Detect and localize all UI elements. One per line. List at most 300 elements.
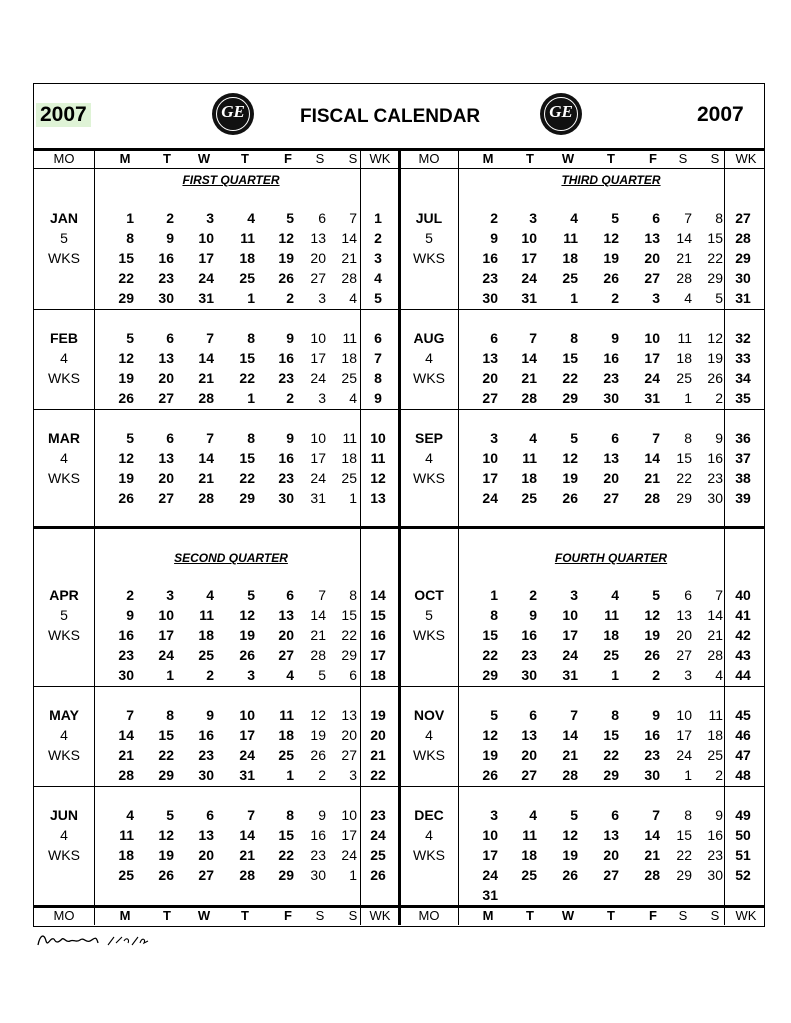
day-cell: 2 (611, 290, 619, 306)
month-label (399, 805, 459, 865)
day-cell: 19 (118, 370, 134, 386)
day-cell: 29 (676, 490, 692, 506)
day-cell: 8 (570, 330, 578, 346)
week-number: 37 (735, 450, 751, 466)
day-cell: 12 (118, 450, 134, 466)
day-cell: 3 (652, 290, 660, 306)
day-cell: 11 (279, 707, 294, 723)
day-cell: 15 (341, 607, 357, 623)
day-cell: 18 (118, 847, 134, 863)
day-cell: 26 (118, 490, 134, 506)
day-cell: 17 (521, 250, 537, 266)
week-number: 2 (374, 230, 382, 246)
day-cell: 2 (652, 667, 660, 683)
day-cell: 30 (707, 867, 723, 883)
day-cell: 28 (644, 867, 660, 883)
day-cell: 9 (206, 707, 214, 723)
column-header-day: S (315, 908, 325, 923)
column-header-day: W (197, 151, 211, 166)
month-name: APR (49, 587, 79, 603)
day-cell: 5 (166, 807, 174, 823)
day-cell: 25 (707, 747, 723, 763)
day-cell: 12 (562, 827, 578, 843)
week-number: 13 (370, 490, 386, 506)
day-cell: 1 (570, 290, 578, 306)
column-header-day: S (315, 151, 325, 166)
day-cell: 6 (318, 210, 326, 226)
day-cell: 21 (521, 370, 537, 386)
column-header-day: S (678, 908, 688, 923)
week-number: 34 (735, 370, 751, 386)
day-cell: 18 (198, 627, 214, 643)
ge-logo-icon: GE (540, 93, 582, 135)
day-cell: 11 (342, 330, 357, 346)
week-number: 20 (370, 727, 386, 743)
day-cell: 4 (684, 290, 692, 306)
day-cell: 16 (707, 450, 723, 466)
day-cell: 28 (310, 647, 326, 663)
day-cell: 23 (603, 370, 619, 386)
week-number: 11 (370, 450, 386, 466)
day-cell: 10 (482, 827, 498, 843)
day-cell: 24 (644, 370, 660, 386)
day-cell: 8 (715, 210, 723, 226)
day-cell: 18 (562, 250, 578, 266)
day-cell: 20 (676, 627, 692, 643)
month-unit: WKS (48, 627, 80, 643)
column-header-day: T (241, 908, 249, 923)
page-title: FISCAL CALENDAR (300, 106, 481, 127)
day-cell: 16 (603, 350, 619, 366)
day-cell: 13 (603, 827, 619, 843)
signature-mark (36, 931, 176, 951)
day-cell: 20 (482, 370, 498, 386)
day-cell: 5 (570, 430, 578, 446)
day-cell: 11 (708, 707, 723, 723)
column-header-wk: WK (735, 151, 757, 166)
day-cell: 16 (707, 827, 723, 843)
day-cell: 19 (562, 470, 578, 486)
column-header-wk: WK (735, 908, 757, 923)
day-cell: 25 (521, 490, 537, 506)
quarter-label-fourth: FOURTH QUARTER (554, 551, 668, 565)
day-cell: 5 (286, 210, 294, 226)
day-cell: 9 (490, 230, 498, 246)
day-cell: 17 (310, 350, 326, 366)
day-cell: 25 (341, 470, 357, 486)
day-cell: 10 (198, 230, 214, 246)
day-cell: 19 (603, 250, 619, 266)
day-cell: 21 (310, 627, 326, 643)
day-cell: 15 (278, 827, 294, 843)
month-name: MAR (48, 430, 80, 446)
column-rule (360, 148, 361, 925)
month-count: 4 (425, 727, 433, 743)
day-cell: 15 (676, 450, 692, 466)
day-cell: 1 (247, 290, 255, 306)
day-cell: 26 (158, 867, 174, 883)
day-cell: 2 (206, 667, 214, 683)
day-cell: 16 (521, 627, 537, 643)
day-cell: 8 (126, 230, 134, 246)
column-header-day: M (482, 151, 494, 166)
week-number: 17 (370, 647, 386, 663)
column-header-day: S (710, 151, 720, 166)
day-cell: 22 (239, 370, 255, 386)
week-number: 51 (735, 847, 751, 863)
day-cell: 19 (707, 350, 723, 366)
day-cell: 26 (562, 490, 578, 506)
day-cell: 29 (278, 867, 294, 883)
month-unit: WKS (413, 470, 445, 486)
month-name: JAN (49, 210, 78, 226)
day-cell: 28 (118, 767, 134, 783)
week-number: 49 (735, 807, 751, 823)
day-cell: 22 (278, 847, 294, 863)
day-cell: 28 (198, 390, 214, 406)
column-header-day: T (526, 151, 534, 166)
day-cell: 18 (341, 350, 357, 366)
day-cell: 2 (318, 767, 326, 783)
day-cell: 14 (198, 450, 214, 466)
day-cell: 30 (310, 867, 326, 883)
day-cell: 3 (684, 667, 692, 683)
day-cell: 2 (490, 210, 498, 226)
day-cell: 15 (158, 727, 174, 743)
day-cell: 16 (644, 727, 660, 743)
column-rule (724, 148, 725, 925)
column-header-day: T (607, 151, 615, 166)
day-cell: 17 (676, 727, 692, 743)
column-header-day: M (119, 151, 131, 166)
month-label (34, 805, 94, 865)
day-cell: 26 (562, 867, 578, 883)
day-cell: 20 (198, 847, 214, 863)
column-header-mo: MO (418, 151, 440, 166)
column-rule (94, 148, 95, 925)
day-cell: 6 (349, 667, 357, 683)
day-cell: 11 (240, 230, 255, 246)
day-cell: 5 (611, 210, 619, 226)
day-cell: 5 (126, 330, 134, 346)
day-cell: 9 (318, 807, 326, 823)
day-cell: 1 (684, 767, 692, 783)
day-cell: 22 (676, 847, 692, 863)
column-header-day: T (526, 908, 534, 923)
day-cell: 17 (310, 450, 326, 466)
day-cell: 28 (707, 647, 723, 663)
day-cell: 18 (341, 450, 357, 466)
week-number: 27 (735, 210, 751, 226)
day-cell: 6 (166, 430, 174, 446)
month-label (399, 585, 459, 645)
day-cell: 22 (158, 747, 174, 763)
day-cell: 29 (707, 270, 723, 286)
day-cell: 23 (707, 470, 723, 486)
week-number: 43 (735, 647, 751, 663)
day-cell: 18 (707, 727, 723, 743)
day-cell: 15 (239, 350, 255, 366)
day-cell: 20 (603, 847, 619, 863)
month-unit: WKS (413, 747, 445, 763)
day-cell: 17 (341, 827, 357, 843)
day-cell: 31 (562, 667, 578, 683)
day-cell: 13 (644, 230, 660, 246)
month-name: DEC (414, 807, 444, 823)
week-number: 35 (735, 390, 751, 406)
day-cell: 5 (570, 807, 578, 823)
day-cell: 10 (676, 707, 692, 723)
day-cell: 30 (158, 290, 174, 306)
day-cell: 30 (603, 390, 619, 406)
day-cell: 28 (521, 390, 537, 406)
day-cell: 23 (278, 370, 294, 386)
month-unit: WKS (48, 470, 80, 486)
day-cell: 9 (126, 607, 134, 623)
day-cell: 23 (278, 470, 294, 486)
day-cell: 17 (158, 627, 174, 643)
day-cell: 13 (341, 707, 357, 723)
day-cell: 11 (199, 607, 214, 623)
day-cell: 13 (198, 827, 214, 843)
day-cell: 25 (603, 647, 619, 663)
day-cell: 6 (529, 707, 537, 723)
quarter-label-first: FIRST QUARTER (182, 173, 280, 187)
column-header-day: W (561, 151, 575, 166)
day-cell: 5 (652, 587, 660, 603)
week-number: 30 (735, 270, 751, 286)
day-cell: 2 (286, 290, 294, 306)
month-label (34, 208, 94, 268)
day-cell: 26 (644, 647, 660, 663)
day-cell: 3 (166, 587, 174, 603)
day-cell: 5 (247, 587, 255, 603)
day-cell: 22 (482, 647, 498, 663)
day-cell: 23 (158, 270, 174, 286)
column-header-day: T (607, 908, 615, 923)
day-cell: 30 (118, 667, 134, 683)
day-cell: 6 (206, 807, 214, 823)
day-cell: 6 (166, 330, 174, 346)
month-name: MAY (49, 707, 79, 723)
column-header-mo: MO (418, 908, 440, 923)
month-label (34, 585, 94, 645)
week-number: 33 (735, 350, 751, 366)
week-number: 19 (370, 707, 386, 723)
day-cell: 1 (126, 210, 134, 226)
day-cell: 21 (341, 250, 357, 266)
month-unit: WKS (48, 747, 80, 763)
month-label (399, 428, 459, 488)
day-cell: 3 (490, 807, 498, 823)
day-cell: 7 (206, 330, 214, 346)
day-cell: 11 (119, 827, 134, 843)
day-cell: 7 (529, 330, 537, 346)
day-cell: 28 (239, 867, 255, 883)
day-cell: 12 (482, 727, 498, 743)
day-cell: 16 (482, 250, 498, 266)
day-cell: 17 (239, 727, 255, 743)
day-cell: 4 (715, 667, 723, 683)
day-cell: 14 (310, 607, 326, 623)
day-cell: 6 (611, 807, 619, 823)
day-cell: 24 (310, 470, 326, 486)
day-cell: 5 (490, 707, 498, 723)
day-cell: 8 (611, 707, 619, 723)
day-cell: 6 (684, 587, 692, 603)
day-cell: 24 (482, 490, 498, 506)
day-cell: 20 (310, 250, 326, 266)
day-cell: 20 (158, 470, 174, 486)
day-cell: 10 (562, 607, 578, 623)
day-cell: 21 (644, 847, 660, 863)
day-cell: 7 (349, 210, 357, 226)
day-cell: 31 (521, 290, 537, 306)
day-cell: 4 (611, 587, 619, 603)
column-header-day: T (163, 908, 171, 923)
day-cell: 4 (529, 430, 537, 446)
day-cell: 5 (318, 667, 326, 683)
day-cell: 14 (118, 727, 134, 743)
week-number: 10 (370, 430, 386, 446)
month-count: 4 (60, 450, 68, 466)
month-count: 5 (425, 607, 433, 623)
day-cell: 12 (158, 827, 174, 843)
day-cell: 13 (482, 350, 498, 366)
day-cell: 8 (247, 330, 255, 346)
day-cell: 3 (490, 430, 498, 446)
week-number: 22 (370, 767, 386, 783)
day-cell: 21 (239, 847, 255, 863)
day-cell: 19 (310, 727, 326, 743)
day-cell: 20 (603, 470, 619, 486)
day-cell: 24 (521, 270, 537, 286)
day-cell: 4 (529, 807, 537, 823)
day-cell: 22 (341, 627, 357, 643)
day-cell: 29 (603, 767, 619, 783)
month-count: 4 (60, 727, 68, 743)
day-cell: 25 (341, 370, 357, 386)
week-number: 29 (735, 250, 751, 266)
month-label (34, 328, 94, 388)
day-cell: 16 (118, 627, 134, 643)
day-cell: 22 (118, 270, 134, 286)
day-cell: 2 (126, 587, 134, 603)
day-cell: 5 (126, 430, 134, 446)
day-cell: 25 (521, 867, 537, 883)
day-cell: 27 (278, 647, 294, 663)
week-number: 50 (735, 827, 751, 843)
day-cell: 26 (707, 370, 723, 386)
day-cell: 11 (522, 450, 537, 466)
month-count: 4 (425, 350, 433, 366)
month-label (34, 705, 94, 765)
day-cell: 14 (644, 450, 660, 466)
year-left: 2007 (36, 103, 91, 127)
month-count: 4 (60, 350, 68, 366)
week-number: 36 (735, 430, 751, 446)
day-cell: 3 (318, 290, 326, 306)
day-cell: 24 (239, 747, 255, 763)
day-cell: 16 (278, 350, 294, 366)
year-right: 2007 (697, 103, 744, 126)
day-cell: 14 (239, 827, 255, 843)
day-cell: 10 (239, 707, 255, 723)
day-cell: 22 (562, 370, 578, 386)
day-cell: 22 (603, 747, 619, 763)
day-cell: 26 (239, 647, 255, 663)
day-cell: 10 (521, 230, 537, 246)
week-number: 28 (735, 230, 751, 246)
day-cell: 15 (676, 827, 692, 843)
column-header-day: T (241, 151, 249, 166)
week-number: 38 (735, 470, 751, 486)
day-cell: 1 (349, 490, 357, 506)
day-cell: 14 (707, 607, 723, 623)
day-cell: 28 (644, 490, 660, 506)
day-cell: 21 (198, 470, 214, 486)
day-cell: 23 (482, 270, 498, 286)
month-label (399, 328, 459, 388)
day-cell: 9 (715, 807, 723, 823)
day-cell: 1 (286, 767, 294, 783)
day-cell: 7 (570, 707, 578, 723)
day-cell: 4 (349, 390, 357, 406)
day-cell: 28 (676, 270, 692, 286)
day-cell: 7 (652, 430, 660, 446)
month-unit: WKS (48, 250, 80, 266)
week-number: 1 (374, 210, 382, 226)
day-cell: 27 (521, 767, 537, 783)
day-cell: 4 (286, 667, 294, 683)
day-cell: 1 (684, 390, 692, 406)
day-cell: 12 (118, 350, 134, 366)
column-header-wk: WK (369, 151, 391, 166)
day-cell: 23 (707, 847, 723, 863)
day-cell: 6 (652, 210, 660, 226)
day-cell: 3 (247, 667, 255, 683)
month-unit: WKS (48, 370, 80, 386)
day-cell: 21 (707, 627, 723, 643)
column-header-wk: WK (369, 908, 391, 923)
day-cell: 16 (158, 250, 174, 266)
day-cell: 15 (482, 627, 498, 643)
day-cell: 21 (198, 370, 214, 386)
week-number: 7 (374, 350, 382, 366)
day-cell: 13 (278, 607, 294, 623)
week-number: 47 (735, 747, 751, 763)
day-cell: 15 (118, 250, 134, 266)
month-count: 4 (425, 827, 433, 843)
week-number: 18 (370, 667, 386, 683)
day-cell: 3 (349, 767, 357, 783)
day-cell: 10 (482, 450, 498, 466)
day-cell: 27 (158, 390, 174, 406)
day-cell: 21 (676, 250, 692, 266)
week-number: 52 (735, 867, 751, 883)
day-cell: 8 (684, 430, 692, 446)
day-cell: 17 (482, 847, 498, 863)
month-count: 5 (60, 230, 68, 246)
week-number: 6 (374, 330, 382, 346)
day-cell: 15 (707, 230, 723, 246)
day-cell: 3 (206, 210, 214, 226)
day-cell: 1 (611, 667, 619, 683)
day-cell: 18 (239, 250, 255, 266)
quarter-label-second: SECOND QUARTER (174, 551, 288, 565)
day-cell: 25 (278, 747, 294, 763)
day-cell: 9 (652, 707, 660, 723)
